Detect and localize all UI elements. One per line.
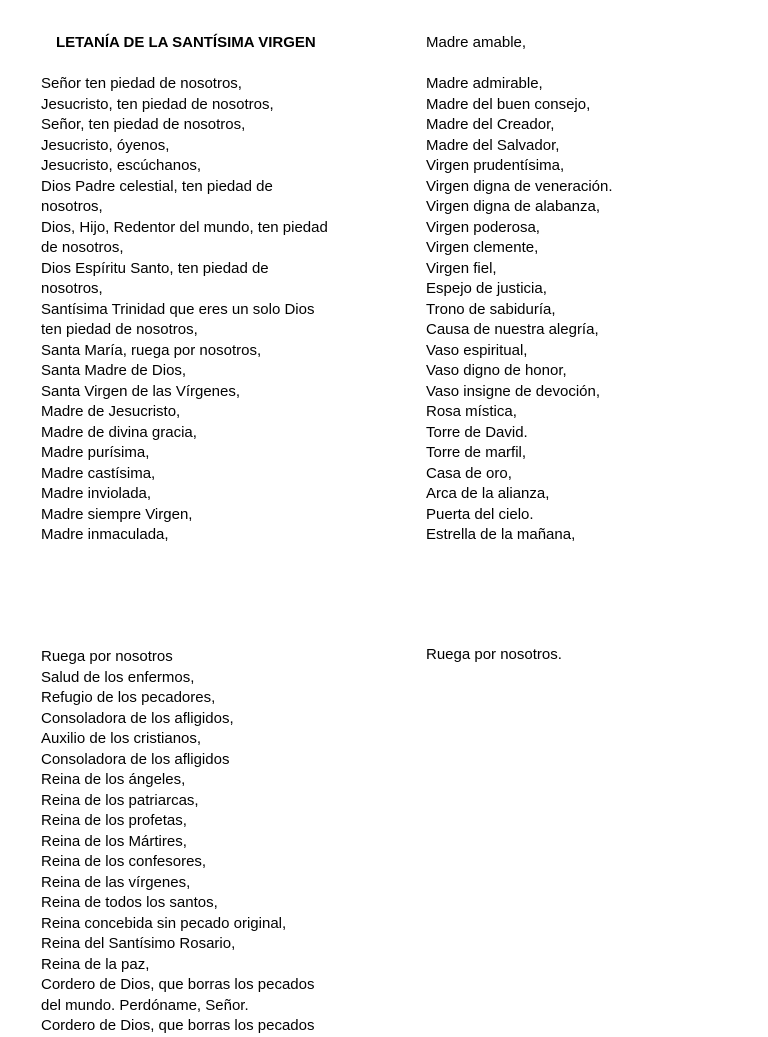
litany-line: Auxilio de los cristianos, <box>41 730 202 747</box>
litany-line: Jesucristo, escúchanos, <box>41 157 202 174</box>
litany-column-right-top <box>426 33 613 546</box>
litany-line: Reina de los confesores, <box>41 853 207 870</box>
litany-line: Madre admirable, <box>426 75 543 92</box>
litany-line: Virgen fiel, <box>426 259 497 277</box>
litany-line: Refugio de los pecadores, <box>41 689 216 706</box>
litany-line: Cordero de Dios, que borras los pecados <box>41 1017 315 1034</box>
litany-line: Jesucristo, óyenos, <box>41 136 170 154</box>
litany-line: Santísima Trinidad que eres un solo Dios <box>41 300 315 318</box>
litany-line: Trono de sabiduría, <box>426 300 556 318</box>
litany-line: Reina de los profetas, <box>41 812 187 829</box>
litany-line: Puerta del cielo. <box>426 505 534 523</box>
litany-column-left-bottom <box>41 647 315 1037</box>
litany-line: Vaso digno de honor, <box>426 362 567 379</box>
litany-line: Virgen digna de alabanza, <box>426 198 601 215</box>
litany-column-left-top <box>41 74 328 546</box>
blank-line <box>426 54 613 75</box>
litany-line: Reina de las vírgenes, <box>41 873 191 891</box>
litany-line: Torre de David. <box>426 423 528 441</box>
litany-line: Ruega por nosotros <box>41 648 173 665</box>
litany-line: Rosa mística, <box>426 403 517 420</box>
litany-line: del mundo. Perdóname, Señor. <box>41 996 249 1014</box>
litany-line: Madre de divina gracia, <box>41 423 197 441</box>
litany-line: Consoladora de los afligidos <box>41 750 230 768</box>
litany-line: Casa de oro, <box>426 464 512 482</box>
litany-line: ten piedad de nosotros, <box>41 321 198 338</box>
litany-line: Jesucristo, ten piedad de nosotros, <box>41 95 274 113</box>
litany-line: Virgen digna de veneración. <box>426 177 613 195</box>
litany-line: Madre del buen consejo, <box>426 95 591 113</box>
litany-line: Santa Madre de Dios, <box>41 362 187 379</box>
litany-line: Señor, ten piedad de nosotros, <box>41 116 246 133</box>
litany-line: Madre castísima, <box>41 464 156 482</box>
litany-line: Causa de nuestra alegría, <box>426 321 599 338</box>
litany-line: Santa María, ruega por nosotros, <box>41 341 262 359</box>
litany-line: Espejo de justicia, <box>426 280 547 297</box>
document-title: LETANÍA DE LA SANTÍSIMA VIRGEN <box>56 34 316 51</box>
litany-line: Vaso insigne de devoción, <box>426 382 601 400</box>
litany-line: Madre del Salvador, <box>426 136 560 154</box>
litany-line: Madre inviolada, <box>41 485 152 502</box>
litany-line: Consoladora de los afligidos, <box>41 709 234 727</box>
litany-line: Madre amable, <box>426 34 527 51</box>
litany-line: Reina de los patriarcas, <box>41 791 199 809</box>
litany-line: Reina de los Mártires, <box>41 832 187 850</box>
litany-line: Reina de la paz, <box>41 955 150 973</box>
litany-line: Madre de Jesucristo, <box>41 403 181 420</box>
litany-line: Madre inmaculada, <box>41 526 169 543</box>
litany-line: Arca de la alianza, <box>426 485 550 502</box>
litany-line: Virgen clemente, <box>426 239 539 256</box>
litany-line: Santa Virgen de las Vírgenes, <box>41 382 241 400</box>
litany-line: de nosotros, <box>41 239 124 256</box>
litany-line: nosotros, <box>41 198 103 215</box>
litany-line: Reina del Santísimo Rosario, <box>41 935 236 952</box>
litany-line: Madre purísima, <box>41 444 150 461</box>
litany-line: Dios Padre celestial, ten piedad de <box>41 177 273 195</box>
litany-line: Madre del Creador, <box>426 116 555 133</box>
litany-line: Dios, Hijo, Redentor del mundo, ten piedad <box>41 218 328 236</box>
litany-line: Vaso espiritual, <box>426 341 528 359</box>
litany-line: Señor ten piedad de nosotros, <box>41 75 242 92</box>
litany-line: Virgen poderosa, <box>426 218 540 236</box>
litany-line: Cordero de Dios, que borras los pecados <box>41 976 315 993</box>
litany-line: Torre de marfil, <box>426 444 527 461</box>
litany-line: Estrella de la mañana, <box>426 526 576 543</box>
litany-line: Ruega por nosotros. <box>426 646 562 663</box>
litany-line: Virgen prudentísima, <box>426 157 565 174</box>
litany-line: Reina de los ángeles, <box>41 771 186 788</box>
litany-line: Reina concebida sin pecado original, <box>41 914 287 932</box>
litany-line: Reina de todos los santos, <box>41 894 218 911</box>
litany-line: Salud de los enfermos, <box>41 668 195 686</box>
litany-line: nosotros, <box>41 280 103 297</box>
litany-line: Madre siempre Virgen, <box>41 505 193 523</box>
litany-line: Dios Espíritu Santo, ten piedad de <box>41 259 269 277</box>
litany-column-right-bottom <box>426 645 562 666</box>
